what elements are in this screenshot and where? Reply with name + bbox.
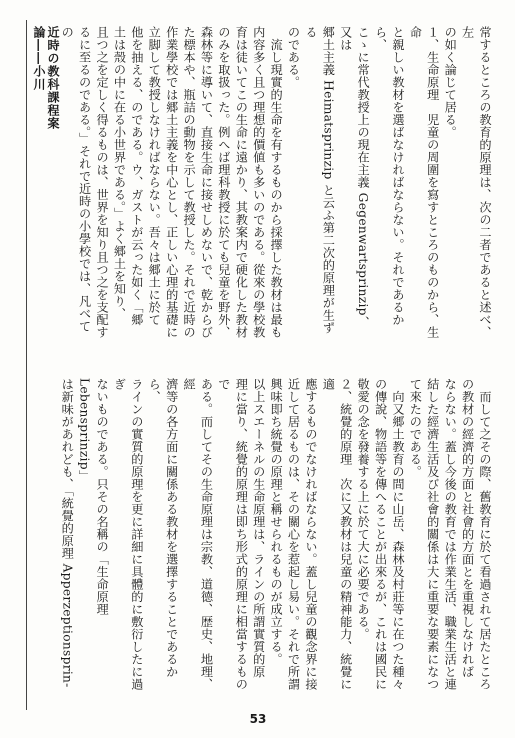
text-line: ２、統覺的原理 次に又教材は兒童の精神能力、統覺に適 [321,378,353,691]
text-line: の教材の經濟的方面と社會的方面とを重視しなければ [460,378,475,678]
text-line: 流し現實的生命を有するものから採擇した教材は最も [269,26,284,339]
text-line: と親しい教材を選ばなければならない。それであるから、 [373,26,405,326]
upper-text-block [57,26,493,340]
text-line: 育は徒いてこの生命に遠かり、其教案内で硬化した教材 [234,26,249,339]
lower-text-block [57,378,493,692]
text-line: て來たのである。 [408,378,423,478]
text-line: の如く論じて居る。 [443,26,458,139]
text-line: は新味があれども、「統覺的原理 Apperzeptionsprin- [60,378,75,688]
text-line: こゝに常代教授上の現在主義 Gegenwartsprinzip、又は [338,26,371,329]
text-line: 常するところの教育的原理は、次の二者であると述べ、左 [460,26,492,339]
text-line: るに至るのである。」それで近時の小學校では、凡べての [60,26,92,333]
text-line: 他を抽える、のである。ウ、ガストが云った如く「郷 [129,26,144,326]
text-line: 立脚して教授しなければならない。吾々は郷土に於て [147,26,162,326]
text-line [57,378,58,692]
text-line: 内容多く且つ理想的價値も多いのである。從來の學校教 [251,26,266,339]
text-line: 而して之その際、舊教育に於て看過されて居たところ [478,378,492,691]
text-line: 向又郷土教育の間に山岳、森林及村莊等に在つた種々 [390,378,405,691]
text-line: ラインの實質的原理を更に詳細に具體的に敷衍したに過ぎ [112,378,144,691]
page-number: 53 [249,712,267,726]
text-line: 土は殼の中に在る小世界である。」よく郷土を知り、 [112,26,127,320]
text-line: のみを取扱った。例へば理科教授に於ても兒童を野外、 [216,26,231,339]
text-line: ならない。蓋し今後の教育では作業生活、職業生活と連 [443,378,458,691]
text-line: 濟等の各方面に關係ある教材を選擇することであるから、 [147,378,179,678]
text-line: １、生命原理 児童の周圍を寫すところのものから、生命 [408,26,440,339]
text-line: 森林等に導いて、直接生命に接せしめないで、乾からび [199,26,214,339]
text-line: 以上スエーネルの生命原理は、ラインの所謂實質的原 [251,378,266,678]
text-line: た標本や、瓶詰の動物を示して教授した。それで近時の [182,26,197,339]
text-line: 應するものでなければならない。蓋し兒童の觀念界に接 [303,378,318,691]
text-line: 近して居るものは、その關心を惹起し易い。それで所謂 [286,378,301,691]
text-line: の傳說、物語等を傳へることが出來るが、これは國民に [373,378,388,691]
header-separator-line [26,20,27,710]
running-header: 近時の教科課程案論――小川 [32,26,60,130]
text-line: ないものである。只その名稱の「生命原理 Lebensprinzip」 [77,378,110,616]
text-line: 敬愛の念を發養する上に於て大に必要である。 [356,378,371,641]
text-line: 作業學校では郷土主義を中心とし、正しい心理的基礎に [164,26,179,339]
text-line: ある。而してその生命原理は宗教、道德、歴史、地理、經 [182,378,214,691]
text-line: のである。 [286,26,301,89]
text-line: 結した經濟生活及び社會的關係は大に重要な要素になつ [425,378,440,691]
text-line: 郷土主義 Heimatsprinzip と云ふ第二次的原理が生ずる [303,26,336,334]
text-line [57,26,58,340]
text-line: 且つ之を定しく得るものは、世界を知り且つ之を支配す [95,26,110,339]
text-line: 興味即ち統覺の原理と稱せられるものが成立する。 [269,378,284,666]
text-line: 理に當り、統覺的原理は即ち形式的原理に相當するもので [216,378,249,691]
